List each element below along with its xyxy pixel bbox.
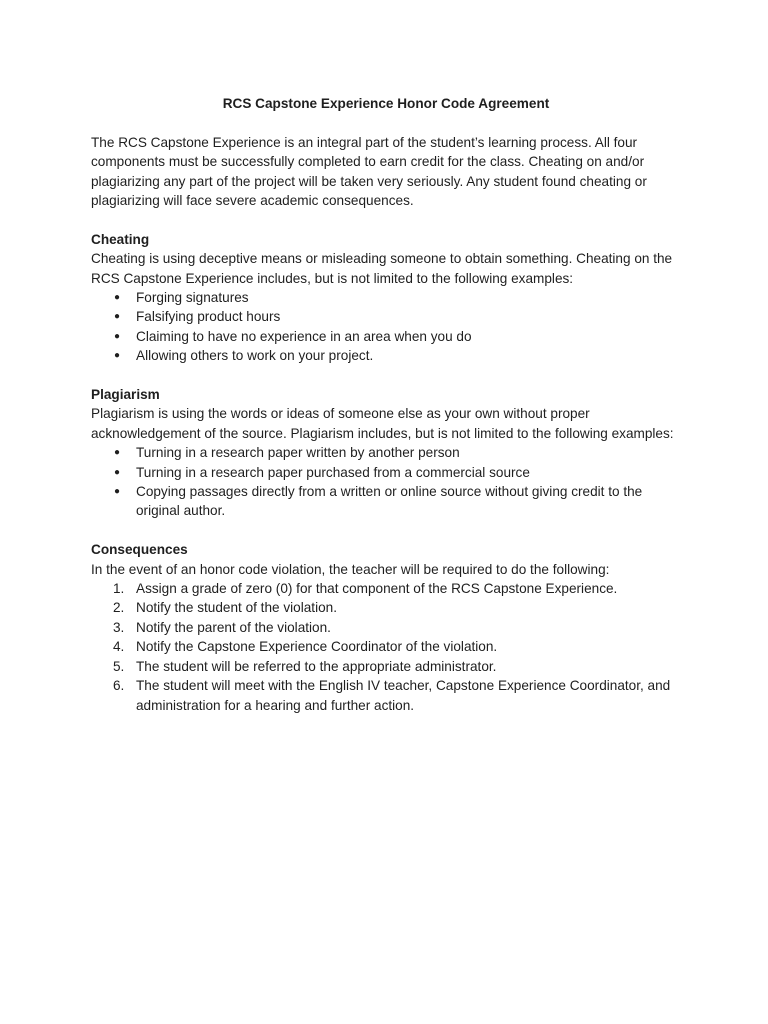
list-item-text: Notify the Capstone Experience Coordinator of the violation.	[136, 639, 498, 655]
list-item	[91, 463, 681, 482]
list-item-text: Turning in a research paper written by another person	[136, 445, 460, 461]
list-item-text: Falsifying product hours	[136, 309, 281, 325]
list-number: 6.	[113, 678, 125, 694]
list-item-text: Notify the student of the violation.	[136, 600, 338, 616]
list-item	[91, 598, 681, 617]
bullet-icon: ●	[114, 466, 121, 478]
list-item	[91, 443, 681, 462]
bullet-icon: ●	[114, 311, 121, 323]
list-item	[91, 579, 681, 598]
plagiarism-list	[91, 443, 681, 521]
list-item-text: Claiming to have no experience in an area when you do	[136, 328, 472, 344]
cheating-paragraph: Cheating is using deceptive means or misleading someone to obtain something. Cheating on the RCS Capstone Experience includes, but is not limited to the following examples:	[91, 251, 673, 286]
bullet-icon: ●	[114, 330, 121, 342]
list-item	[91, 327, 681, 346]
list-item-text: The student will be referred to the appropriate administrator.	[136, 658, 497, 674]
bullet-icon: ●	[114, 292, 121, 304]
consequences-heading: Consequences	[91, 542, 188, 558]
cheating-list	[91, 288, 681, 366]
list-item-text: Forging signatures	[136, 290, 249, 306]
intro-paragraph: The RCS Capstone Experience is an integral part of the student’s learning process. All four components must be successfully completed to earn credit for the class. Cheating on and/or plagiarizing any part of the project will be taken very seriously. Any student found cheating or plagiarizing will face severe academic consequences.	[91, 134, 647, 208]
bullet-icon: ●	[114, 350, 121, 362]
bullet-icon: ●	[114, 486, 121, 498]
cheating-heading: Cheating	[91, 231, 150, 247]
list-item-text: Allowing others to work on your project.	[136, 348, 374, 364]
consequences-list	[91, 579, 681, 715]
document-content	[91, 94, 681, 715]
list-number: 4.	[113, 639, 125, 655]
plagiarism-paragraph: Plagiarism is using the words or ideas of someone else as your own without proper acknowledgement of the source. Plagiarism includes, but is not limited to the following examples:	[91, 406, 674, 441]
list-item	[91, 482, 681, 521]
list-item-text: The student will meet with the English IV teacher, Capstone Experience Coordinator, and administration for a hearing and further action.	[136, 678, 671, 713]
list-item-text: Assign a grade of zero (0) for that component of the RCS Capstone Experience.	[136, 581, 618, 597]
list-item	[91, 657, 681, 676]
bullet-icon: ●	[114, 447, 121, 459]
plagiarism-heading: Plagiarism	[91, 387, 160, 403]
list-item-text: Notify the parent of the violation.	[136, 619, 331, 635]
list-item-text: Turning in a research paper purchased from a commercial source	[136, 464, 530, 480]
list-number: 2.	[113, 600, 125, 616]
list-item-text: Copying passages directly from a written or online source without giving credit to the original author.	[136, 484, 643, 519]
page-title: RCS Capstone Experience Honor Code Agreement	[222, 96, 550, 111]
list-item	[91, 676, 681, 715]
list-item	[91, 637, 681, 656]
list-number: 5.	[113, 658, 125, 674]
list-number: 1.	[113, 581, 125, 597]
list-item	[91, 288, 681, 307]
list-item	[91, 307, 681, 326]
consequences-paragraph: In the event of an honor code violation, the teacher will be required to do the following:	[91, 561, 610, 577]
list-item	[91, 618, 681, 637]
list-number: 3.	[113, 619, 125, 635]
list-item	[91, 346, 681, 365]
